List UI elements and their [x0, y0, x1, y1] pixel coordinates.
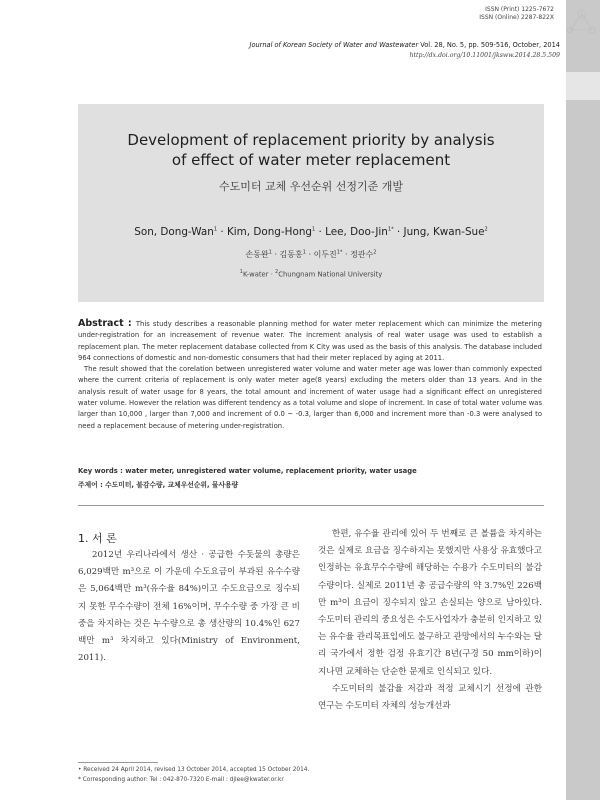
author-affil-mark: 2 [484, 226, 488, 233]
journal-details: Vol. 28, No. 5, pp. 509-516, October, 2014 [418, 41, 560, 49]
journal-line [250, 41, 561, 50]
affil-mark: 1 [239, 269, 243, 275]
korean-author-list [78, 249, 544, 260]
keywords-korean: 주제어 : 수도미터, 불감수량, 교체우선순위, 물사용량 [78, 481, 239, 489]
affiliation: Chungnam National University [278, 270, 383, 279]
issn-print: ISSN (Print) 1225-7672 [485, 6, 554, 13]
author-separator: · [271, 250, 280, 259]
author-name: Jung, Kwan-Sue [403, 226, 485, 238]
author-name: Lee, Doo-Jin [325, 226, 388, 238]
korean-author-name: 손동완 [245, 250, 269, 259]
author-name: Son, Dong-Wan [134, 226, 214, 238]
title-line-2: of effect of water meter replacement [171, 151, 451, 169]
abstract-paragraph: The result showed that the corelation between unregistered water volume and water meter age was lower than commonly expected where the current criteria of replacement is only water meter age(8 years) excluding the meters older than 13 years. And in the analysis result of water usage for 8 years, the total amount and increment of water usage had a significant effect on unregistered water volume. However the relation was different tendency as a total volume and slope of increment. In case of total water volume was larger than 10,000 , larger than 7,000 and increment of 0.0 ~ -0.3, larger than 6,000 and increment more than -0.3 were analysed to need a replacement because of metering under-registration. [78, 365, 542, 430]
affiliations [78, 269, 544, 278]
author-affil-mark: 2 [373, 249, 377, 256]
author-affil-mark: 1 [302, 249, 306, 256]
author-separator: · [217, 226, 227, 238]
body-paragraph: 2012년 우리나라에서 생산 · 공급한 수돗물의 총량은 6,029백만 m³으로 이 가운데 수도요금이 부과된 유수수량은 5,064백만 m³(유수율 84%)이고 수도요금으로 징수되지 못한 무수수량이 전체 16%이며, 무수수량 중 가장 큰 비중을 차지하는 것은 누수량으로 총 생산량의 10.4%인 627백만 m³ 차지하고 있다(Ministry of Environment, 2011). [78, 550, 300, 664]
abstract-paragraph [78, 318, 542, 364]
footnote-received: • Received 24 April 2014, revised 13 October 2014, accepted 15 October 2014. [78, 767, 310, 773]
issn-block [479, 6, 554, 22]
author-affil-mark: 1 [312, 226, 316, 233]
author-affil-mark: 1* [387, 226, 394, 233]
affiliation: K-water · [242, 270, 276, 279]
title-line-1: Development of replacement priority by analysis [127, 131, 495, 149]
abstract-label: Abstract : [78, 318, 136, 329]
korean-title: 수도미터 교체 우선순위 선정기준 개발 [218, 180, 403, 193]
affil-mark: 2 [275, 269, 279, 275]
abstract [78, 318, 542, 432]
body-paragraph: 한편, 유수율 관리에 있어 두 번째로 큰 볼륨을 차지하는 것은 실제로 요금을 징수하지는 못했지만 사용상 유효했다고 인정하는 유효무수수량에 해당하는 수용가 수도미터의 불감수량이다. 실제로 2011년 총 공급수량의 약 3.7%인 226백만 m³이 요금이 징수되지 않고 손실되는 양으로 남아있다. 수도미터 관리의 중요성은 수도사업자가 충분히 인지하고 있는 유수율 관리목표입에도 불구하고 관망에서의 누수와는 달리 국가에서 정한 검정 유효기간 8년(구경 50 mm이하)이 지나면 교체하는 단순한 문제로 인식되고 있다. [318, 529, 542, 677]
issn-online: ISSN (Online) 2287-822X [479, 14, 554, 21]
korean-author-name: 정관수 [350, 250, 374, 259]
doi-link[interactable]: http://dx.doi.org/10.11001/jksww.2014.28.5.509 [409, 52, 560, 59]
title-box [78, 104, 544, 302]
author-affil-mark: 1* [336, 249, 343, 256]
body-column-right [318, 526, 542, 715]
author-separator: · [393, 226, 404, 238]
author-separator: · [315, 226, 326, 238]
keywords-english: Key words : water meter, unregistered water volume, replacement priority, water usage [78, 467, 417, 475]
author-separator: · [342, 250, 351, 259]
abstract-text: This study describes a reasonable planning method for water meter replacement which can minimize the metering under-registration for an increasement of revenue water. The increment analysis of real water usage was used to establish a replacement plan. The meter replacement database collected from K City was used as the basis of this analysis. The database included 964 connections of domestic and non-domestic consumers that had their meter replaced by aging at 2011. [78, 320, 542, 362]
keywords [78, 466, 542, 491]
author-affil-mark: 1 [268, 249, 272, 256]
side-bar-stripe [566, 72, 600, 100]
footnote-corresponding: * Corresponding author: Tel : 042-870-7320 E-mail : djlee@kwater.or.kr [78, 777, 284, 783]
side-bar [566, 0, 600, 800]
divider [78, 505, 544, 506]
author-list [78, 226, 544, 238]
body-column-left [78, 547, 300, 667]
author-separator: · [305, 250, 314, 259]
section-heading: 1. 서 론 [78, 532, 117, 545]
author-name: Kim, Dong-Hong [226, 226, 313, 238]
korean-author-name: 김동홍 [279, 250, 303, 259]
journal-name: Journal of Korean Society of Water and Wastewater [249, 41, 419, 49]
footnote-divider [78, 762, 158, 763]
body-paragraph: 수도미터의 불감율 저감과 적정 교체시기 선정에 관한 연구는 수도미터 자체의 성능개선과 [318, 683, 542, 712]
korean-author-name: 이두진 [313, 250, 337, 259]
author-affil-mark: 1 [213, 226, 218, 233]
